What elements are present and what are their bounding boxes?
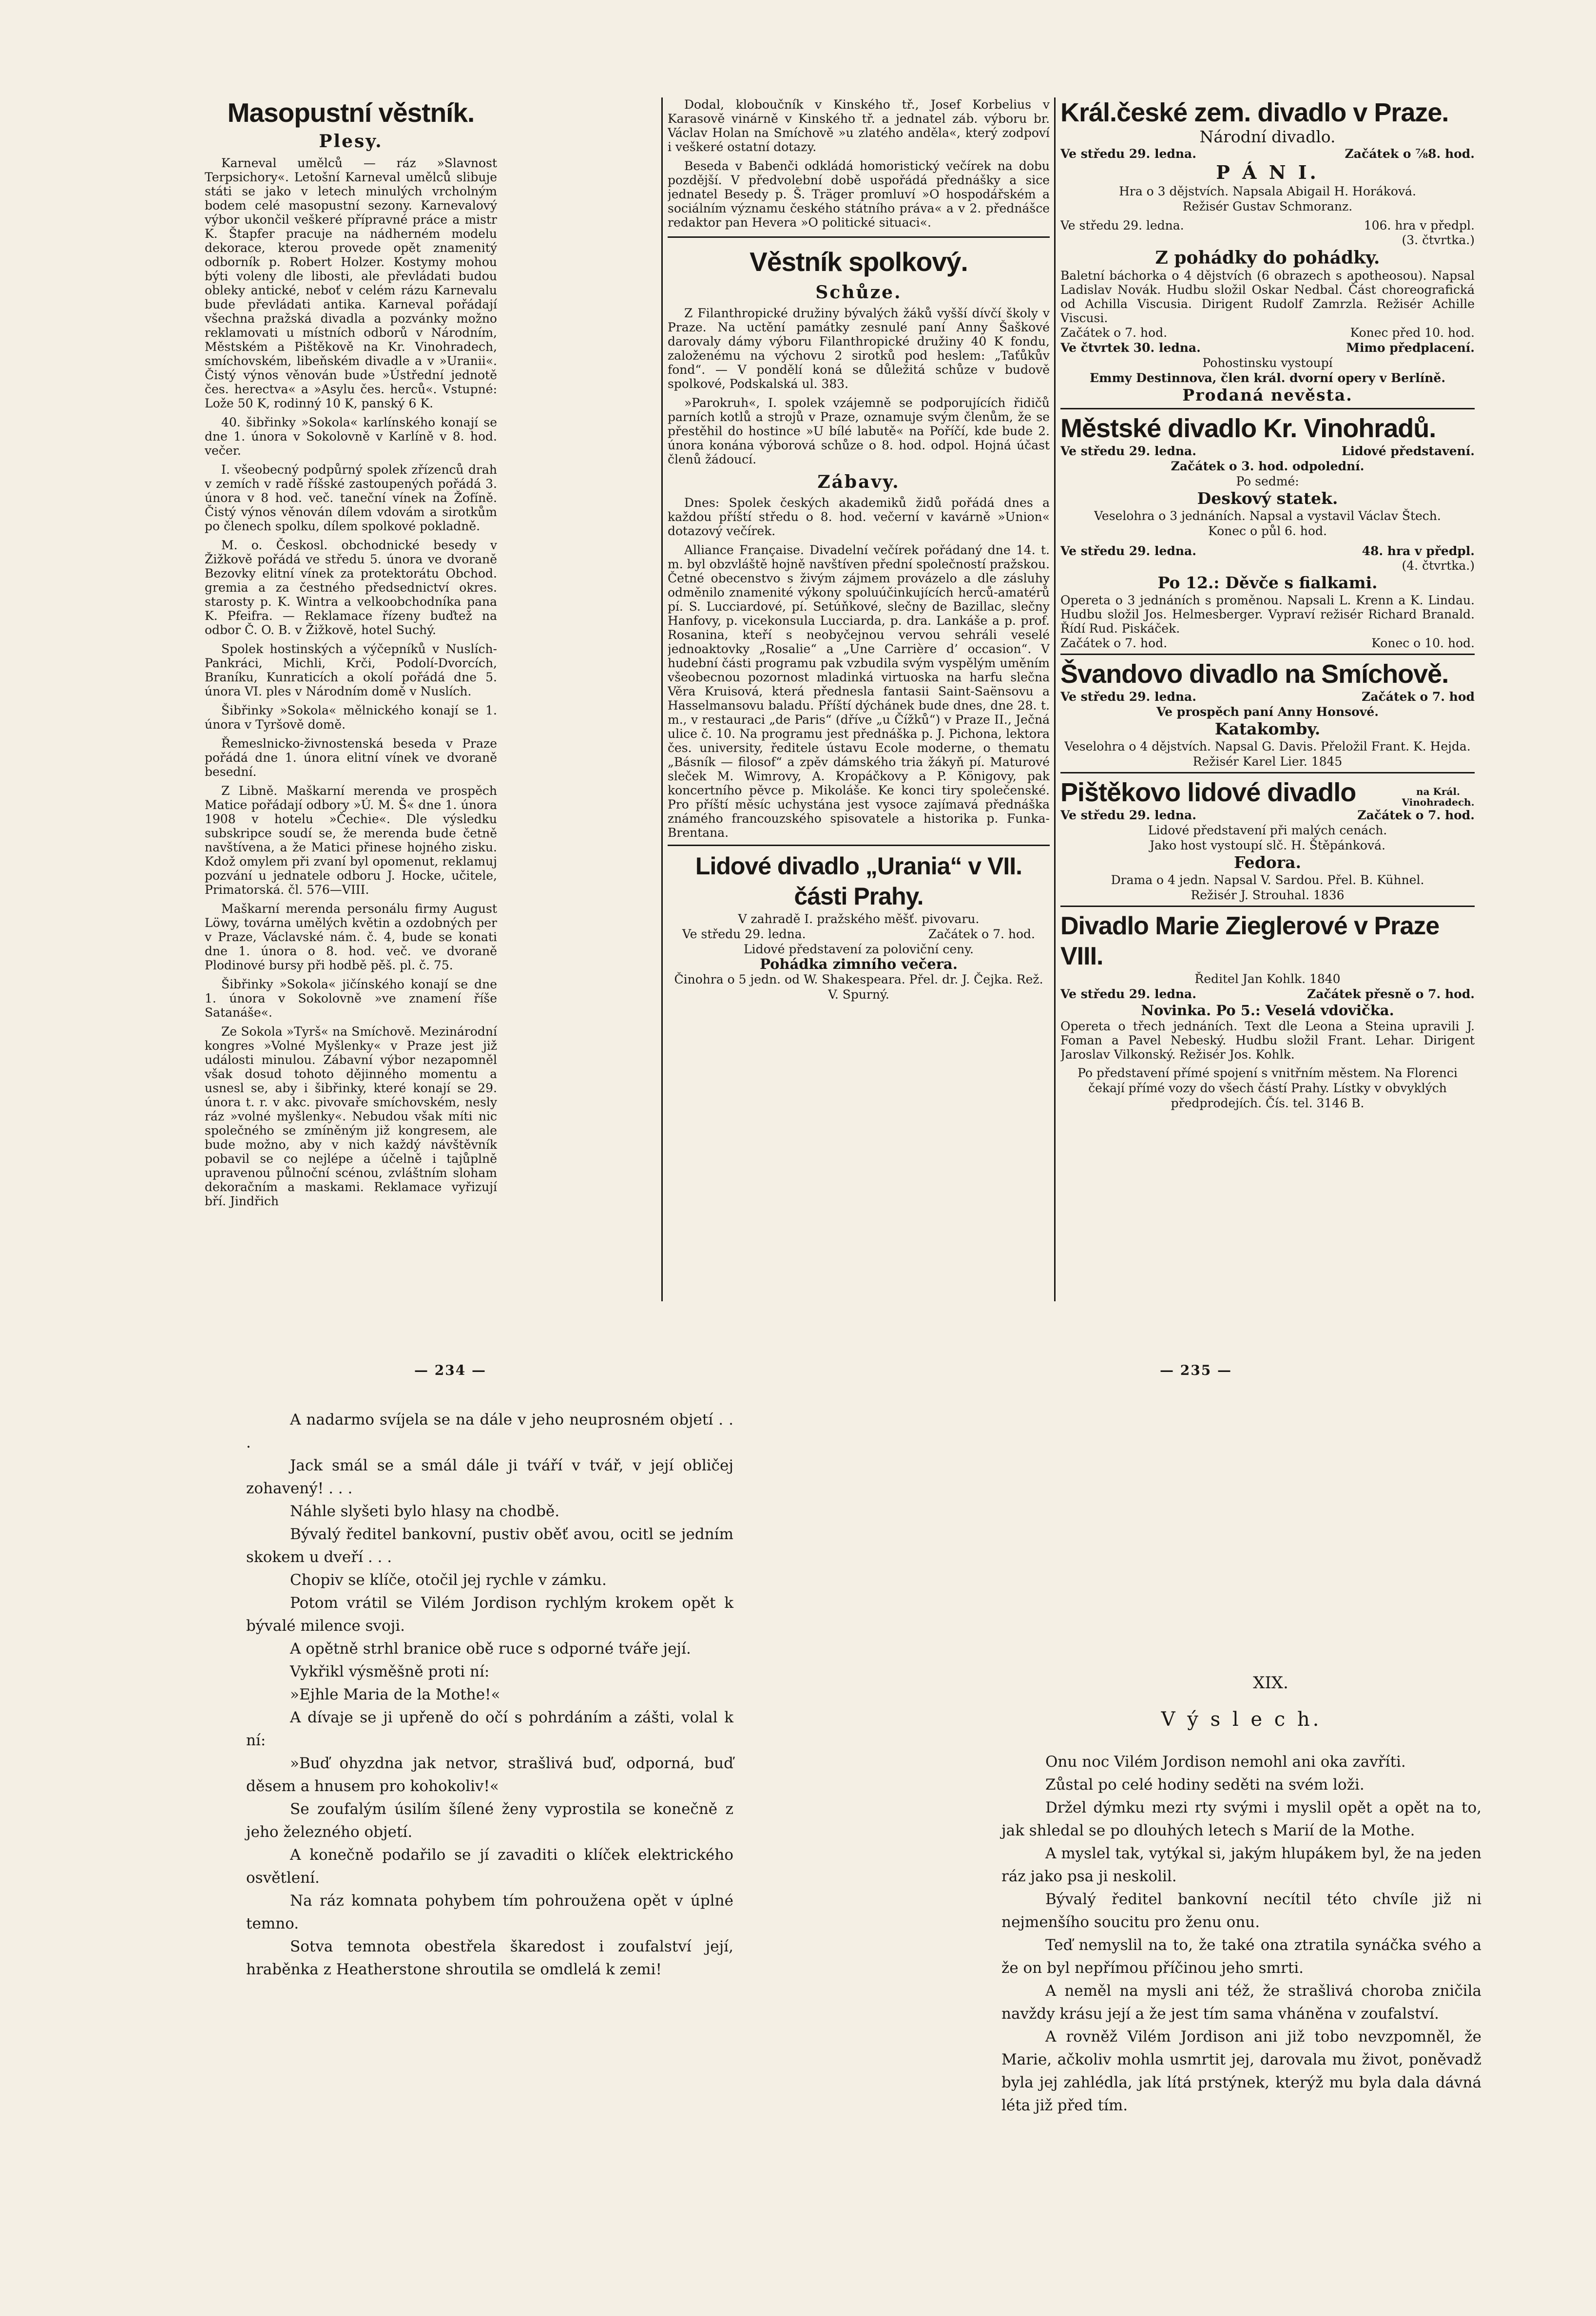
mestske-start: Začátek o 3. hod. odpolední.: [1171, 459, 1365, 473]
paragraph: Zůstal po celé hodiny seděti na svém loži.: [1045, 1776, 1365, 1794]
schuze-articles: [668, 306, 1050, 466]
mestske-start-2: Začátek o 7. hod.: [1060, 636, 1168, 650]
paragraph: Karneval umělců — ráz »Slavnost Terpsichory«. Letošní Karneval umělců slibuje státi se jako v letech minulých vrcholným bodem celé masopustní sezony. Karnevalový výbor ukončil veškeré přípravné práce a mistr K. Štapfer pracuje na nádherném modelu dekorace, kterou provede opět znamenitý odborník p. Robert Holzer. Kostymy mohou býti voleny dle libosti, ale převládati budou obleky antické, neboť v celém rázu Karnevalu bude převládati antika. Karneval pořádají všechna pražská divadla a pozvánky možno reklamovati u místních odborů v Národním, Městském a Pištěkově na Kr. Vinohradech, smíchovském, libeňském divadle a v »Uranii«. Čistý výnos věnován bude »Ústřední jednotě čes. herectva« a »Asylu čes. herců«. Vstupné: Lože 50 K, rodinný 10 K, panský 6 K.: [205, 156, 497, 410]
pistek-play: Fedora.: [1234, 853, 1301, 872]
narodni-guest-note: Pohostinsku vystoupí: [1202, 356, 1333, 370]
ziegler-ad: [1060, 911, 1475, 1111]
narodni-quarter: (3. čtvrtka.): [1402, 233, 1475, 247]
narodni-end-2: Konec před 10. hod.: [1350, 326, 1475, 340]
column-theatres: [1060, 97, 1475, 1301]
ziegler-director: Ředitel Jan Kohlk. 1840: [1194, 972, 1341, 986]
paragraph: Maškarní merenda personálu firmy August Löwy, továrna umělých květin a ozdobných per v Praze, Václavské nám. č. 4, bude se konati dne 1. února o 8. hod. več. ve dvoraně Plodinové bursy při hodbě pěš. pl. č. 75.: [205, 902, 497, 972]
narodni-date-3: Ve čtvrtek 30. ledna.: [1060, 341, 1201, 355]
section-rule: [1060, 906, 1475, 907]
novel-text-right: [1001, 1672, 1481, 2117]
masopust-title: Masopustní věstník.: [227, 97, 475, 128]
paragraph: Na ráz komnata pohybem tím pohroužena opět v úplné temno.: [246, 1892, 733, 1932]
narodni-subscription: 106. hra v předpl.: [1364, 218, 1475, 232]
narodni-date-2: Ve středu 29. ledna.: [1060, 218, 1184, 232]
mestske-note: Po sedmé:: [1236, 474, 1299, 488]
chapter-title: V ý s l e c h.: [1161, 1708, 1322, 1731]
narodni-ad: [1060, 97, 1475, 405]
paragraph: A dívaje se ji upřeně do očí s pohrdáním a zášti, volal k ní:: [246, 1709, 733, 1749]
column-divider: [661, 97, 663, 1301]
narodni-director: Režisér Gustav Schmoranz.: [1182, 199, 1353, 213]
paragraph: Držel dýmku mezi rty svými i myslil opět a opět na to, jak shledal se po dlouhých letech s Marií de la Mothe.: [1001, 1799, 1481, 1839]
pistek-location: na Král. Vinohradech.: [1402, 786, 1475, 808]
pistek-start: Začátek o 7. hod.: [1357, 808, 1475, 822]
paragraph: 40. šibřinky »Sokola« karlínského konají se dne 1. února v Sokolovně v Karlíně v 8. hod. večer.: [205, 415, 497, 458]
paragraph: »Parokruh«, I. spolek vzájemně se podporujících řidičů parních kotlů a strojů v Praze, oznamuje svým členům, že se přestěhil do hostince »U bílé labutě« na Poříčí, kde bude 2. února konána výborová schůze o 8. hod. odpol. Hojná účast členů žádoucí.: [668, 396, 1050, 466]
zabavy-subtitle: Zábavy.: [817, 472, 900, 492]
mestske-type: Lidové představení.: [1341, 444, 1475, 458]
paragraph: Vykřikl výsměšně proti ní:: [290, 1663, 490, 1680]
masopust-articles: [205, 156, 497, 1208]
paragraph: Dnes: Spolek českých akademiků židů pořádá dnes a každou příští středu o 8. hod. večerní v kavárně »Union« dotazový večírek.: [668, 496, 1050, 538]
paragraph: Dodal, kloboučník v Kinského tř., Josef Korbelius v Karasově vinárně v Kinského tř. a jednatel záb. výboru br. Václav Holan na Smíchově »u zlatého anděla«, který zodpoví i veškeré ostatní dotazy.: [668, 97, 1050, 154]
paragraph: Šibřinky »Sokola« jičínského konají se dne 1. února v Sokolovně »ve znamení říše Satanáše«.: [205, 977, 497, 1020]
ziegler-transport: Po představení přímé spojení s vnitřním městem. Na Florenci čekají přímé vozy do všech částí Prahy. Lístky v obvyklých předprodejích. Čís. tel. 3146 B.: [1077, 1066, 1458, 1110]
mestske-play-2: Po 12.: Děvče s fialkami.: [1157, 573, 1378, 592]
pistek-guest: Jako host vystoupí slč. H. Štěpánková.: [1150, 838, 1385, 852]
column-middle: [668, 97, 1050, 1301]
column-divider: [1054, 97, 1056, 1301]
paragraph: A nadarmo svíjela se na dále v jeho neuprosném objetí . . .: [246, 1411, 733, 1451]
section-rule: [1060, 654, 1475, 655]
chapter-paragraphs: [1001, 1751, 1481, 2117]
svandovo-play: Katakomby.: [1214, 719, 1321, 738]
paragraph: Sotva temnota obestřela škaredost i zoufalství její, hraběnka z Heatherstone shroutila se omdlelá k zemi!: [246, 1938, 733, 1978]
paragraph: Bývalý ředitel bankovní, pustiv oběť avou, ocitl se jedním skokem u dveří . . .: [246, 1525, 733, 1566]
paragraph: »Ejhle Maria de la Mothe!«: [290, 1686, 500, 1703]
section-rule: [668, 236, 1050, 238]
mestske-desc: Veselohra o 3 jednáních. Napsal a vystavil Václav Štech.: [1094, 509, 1441, 523]
column-masopust: [205, 97, 497, 1301]
paragraph: Chopiv se klíče, otočil jej rychle v zámku.: [290, 1571, 607, 1589]
mestske-subscription: 48. hra v předpl.: [1362, 544, 1475, 558]
svandovo-start: Začátek o 7. hod: [1362, 690, 1475, 704]
ziegler-desc: Opereta o třech jednáních. Text dle Leona a Steina upravili J. Foman a Pavel Nebeský. Hudbu složil Frant. Lehar. Dirigent Jaroslav Vilkonský. Režisér Jos. Kohlk.: [1060, 1019, 1475, 1062]
narodni-desc: Hra o 3 dějstvích. Napsala Abigail H. Horáková.: [1119, 184, 1416, 198]
mestske-date-2: Ve středu 29. ledna.: [1060, 544, 1196, 558]
narodni-guest: Emmy Destinnova, člen král. dvorní opery v Berlíně.: [1089, 371, 1446, 385]
paragraph: »Buď ohyzdna jak netvor, strašlivá buď, odporná, buď děsem a hnusem pro kohokoliv!«: [246, 1755, 733, 1795]
pistek-ad: [1060, 777, 1475, 903]
urania-start: Začátek o 7. hod.: [928, 927, 1035, 941]
paragraph: A myslel tak, vytýkal si, jakým hlupákem byl, že na jeden ráz jako psa ji neskolil.: [1001, 1845, 1481, 1885]
urania-date: Ve středu 29. ledna.: [682, 927, 806, 941]
chapter-number: XIX.: [1253, 1673, 1288, 1693]
paragraph: Potom vrátil se Vilém Jordison rychlým krokem opět k bývalé milence svoji.: [246, 1594, 733, 1635]
urania-ad: [668, 851, 1050, 1002]
paragraph: Jack smál se a smál dále ji tváří v tvář, v její obličej zohavený! . . .: [246, 1457, 733, 1497]
mestske-desc-2: Opereta o 3 jednáních s proměnou. Napsali L. Krenn a K. Lindau. Hudbu složil Jos. Helmesberger. Vypraví režisér Richard Branald. Řídí Rud. Piskáček.: [1060, 593, 1475, 636]
paragraph: A opětně strhl branice obě ruce s odporné tváře její.: [290, 1640, 691, 1658]
mestske-date: Ve středu 29. ledna.: [1060, 444, 1196, 458]
mestske-title: Městské divadlo Kr. Vinohradů.: [1060, 414, 1436, 443]
paragraph: I. všeobecný podpůrný spolek zřízenců drah v zemích v radě říšské zastoupených pořádá 3. února v 8 hod. več. taneční vínek na Žofíně. Čistý výnos věnován dílem vdovám a sirotkům po členech spolku, dílem spolkové pokladně.: [205, 463, 497, 533]
narodni-start-2: Začátek o 7. hod.: [1060, 326, 1168, 340]
svandovo-title: Švandovo divadlo na Smíchově.: [1060, 659, 1449, 689]
plesy-subtitle: Plesy.: [319, 131, 383, 152]
paragraph: Náhle slyšeti bylo hlasy na chodbě.: [290, 1503, 560, 1520]
svandovo-date: Ve středu 29. ledna.: [1060, 690, 1196, 704]
mestske-ad: [1060, 413, 1475, 651]
novel-text-left: [246, 1409, 733, 1981]
narodni-play-3: Prodaná nevěsta.: [1182, 386, 1353, 405]
paragraph: Onu noc Vilém Jordison nemohl ani oka zavříti.: [1045, 1753, 1406, 1771]
urania-title: Lidové divadlo „Urania“ v VII. části Prahy.: [695, 852, 1022, 910]
narodni-play: P Á N I.: [1216, 161, 1319, 183]
narodni-date: Ve středu 29. ledna.: [1060, 147, 1196, 161]
schuze-subtitle: Schůze.: [815, 282, 902, 303]
zabavy-articles: [668, 496, 1050, 840]
urania-play: Pohádka zimního večera.: [760, 956, 958, 972]
paragraph: Z Filanthropické družiny bývalých žáků vyšší dívčí školy v Praze. Na uctění památky zesnulé paní Anny Šaškové darovaly dámy výboru Filanthropické družiny 40 K fondu, založenému na výchovu 2 sirotků pod heslem: „Taťůkův fond“. — V pondělí koná se důležitá schůze v budově spolkové, Podskalská ul. 383.: [668, 306, 1050, 391]
ziegler-start: Začátek přesně o 7. hod.: [1307, 987, 1475, 1001]
svandovo-desc: Veselohra o 4 dějstvích. Napsal G. Davis. Přeložil Frant. K. Hejda. Režisér Karel Lier. 1845: [1064, 739, 1471, 769]
narodni-start: Začátek o ⅞8. hod.: [1345, 147, 1475, 161]
narodni-play-2: Z pohádky do pohádky.: [1155, 248, 1380, 268]
mestske-end: Konec o půl 6. hod.: [1208, 524, 1327, 538]
paragraph: A neměl na mysli ani též, že strašlivá choroba zničila navždy krásu její a že jest tím sama vháněna v zoufalství.: [1001, 1982, 1481, 2023]
vestnik-title: Věstník spolkový.: [750, 247, 968, 277]
urania-venue: V zahradě I. pražského měšť. pivovaru.: [738, 912, 980, 926]
ziegler-play: Novinka. Po 5.: Veselá vdovička.: [1141, 1002, 1394, 1019]
narodni-subtitle: Národní divadlo.: [1199, 127, 1336, 146]
pistek-director: Režisér J. Strouhal. 1836: [1191, 888, 1345, 902]
mestske-end-2: Konec o 10. hod.: [1371, 636, 1475, 650]
page-number-right: — 235 —: [1160, 1362, 1232, 1378]
pistek-desc: Drama o 4 jedn. Napsal V. Sardou. Přel. B. Kühnel.: [1111, 873, 1424, 887]
section-rule: [1060, 408, 1475, 409]
svandovo-ad: [1060, 659, 1475, 769]
continued-articles: [668, 97, 1050, 230]
paragraph: Šibřinky »Sokola« mělnického konají se 1. února v Tyršově domě.: [205, 703, 497, 732]
paragraph: Beseda v Babenči odkládá homoristický večírek na dobu pozdější. V předvolební době uspořádá přednášky a sice jednatel Besedy p. Š. Träger promluví »O hospodářském a sociálním významu českého státního práva« a v 2. přednášce redaktor pan Hevera »O politické situaci«.: [668, 159, 1050, 230]
paragraph: M. o. Českosl. obchodnické besedy v Žižkově pořádá ve středu 5. února ve dvoraně Bezovky elitní vínek za protektorátu Obchod. gremia a za čestného předsednictví okres. starosty p. K. Wintra a velkoobchodníka pana K. Pfeifra. — Reklamace řízeny buďtež na odbor Č. O. B. v Žižkově, hotel Suchý.: [205, 538, 497, 637]
pistek-title: Pištěkovo lidové divadlo: [1060, 778, 1356, 807]
paragraph: Teď nemyslil na to, že také ona ztratila synáčka svého a že on byl nepřímou příčinou jeho smrti.: [1001, 1936, 1481, 1977]
pistek-note: Lidové představení při malých cenách.: [1148, 823, 1387, 837]
mestske-play: Deskový statek.: [1197, 489, 1338, 508]
paragraph: Z Libně. Maškarní merenda ve prospěch Matice pořádají odbory »Ú. M. Š« dne 1. února 1908 v hotelu »Čechie«. Dle výsledku subskripce soudí se, že merenda bude četně navštívena, a že Matici přinese hojného zisku. Kdož omylem při zvaní byl opomenut, reklamuj pozvání u jednatele odboru J. Hocke, učitele, Primatorská. čl. 576—VIII.: [205, 784, 497, 897]
paragraph: A konečně podařilo se jí zavaditi o klíček elektrického osvětlení.: [246, 1846, 733, 1887]
section-rule: [1060, 772, 1475, 773]
section-rule: [668, 845, 1050, 846]
paragraph: A rovněž Vilém Jordison ani již tobo nevzpomněl, že Marie, ačkoliv mohla usmrtit jej, darovala mu život, poněvadž byla jej zahlédla, jak lítá prstýnek, kterýž mu byla dala dávná léta již před tím.: [1001, 2028, 1481, 2114]
ziegler-title: Divadlo Marie Zieglerové v Praze VIII.: [1060, 912, 1440, 970]
paragraph: Ze Sokola »Tyrš« na Smíchově. Mezinárodní kongres »Volné Myšlenky« v Praze jest již události minulou. Zábavní výbor nezapomněl však dosud tohoto dějinného momentu a usnesl se, aby i šibřinky, které konají se 29. února t. r. v akc. pivovaře smíchovském, nesly ráz »volné myšlenky«. Nebudou však míti nic společného se zmíněným již kongresem, ale bude možno, aby v nich každý návštěvník pobavil se co nejlépe a účelně i tajůplně upravenou půlnoční scénou, zvláštním sloham dekoračním a maskami. Reklamace vyřizují bří. Jindřich: [205, 1024, 497, 1208]
svandovo-benefit: Ve prospěch paní Anny Honsové.: [1156, 705, 1379, 719]
narodni-title: Král.české zem. divadlo v Praze.: [1060, 98, 1449, 127]
narodni-desc-2: Baletní báchorka o 4 dějstvích (6 obrazech s apotheosou). Napsal Ladislav Novák. Hudbu složil Oskar Nedbal. Část choreografická od Achilla Viscusia. Dirigent Rudolf Zamrzla. Režisér Achille Viscusi.: [1060, 269, 1475, 325]
narodni-extra: Mimo předplacení.: [1346, 341, 1475, 355]
paragraph: Alliance Française. Divadelní večírek pořádaný dne 14. t. m. byl obzvláště hojně navštíven přední společností pražskou. Četné obecenstvo s živým zájmem provázelo a dle zásluhy odměnilo znamenité výkony spoluúčinkujících herců-amatérů pí. S. Lucciardové, pí. Setúňkové, slečny de Bazillac, slečny Hanfovy, p. vicekonsula Lucciarda, p. dra. Lankáše a p. prof. Rosanina, kteří s neobyčejnou vervou sehráli veselé jednoaktovky „Rosalie“ a „Une Carrière d’ occasion“. V hudební části programu pak vzbudila svým vyspělým uměním všeobecnou pozornost mladinká virtuoska na harfu slečna Věra Kruisová, která přednesla fantasii Saint-Saënsovu a Hasselmansovu baladu. Příští dýchánek bude dnes, dne 28. t. m., v restauraci „de Paris“ (dříve „u Čížků“) v Praze II., Ječná ulice č. 10. Na programu jest přednáška p. J. Pichona, lektora čes. university, ředitele ústavu Ecole moderne, o thematu „Básník — filosof“ a zpěv dámského tria žákyň pí. Maturové sleček M. Wimrovy, A. Kropáčkovy a P. Königovy, pak koncertního pěvce p. Mikoláše. Ke konci tiry společenské. Pro příští měsíc uchystána jest vysoce zajímavá přednáška známého francouzského spisovatele a historika p. Funka-Brentana.: [668, 543, 1050, 840]
mestske-quarter: (4. čtvrtka.): [1402, 559, 1475, 573]
ziegler-date: Ve středu 29. ledna.: [1060, 987, 1196, 1001]
paragraph: Spolek hostinských a výčepníků v Nuslích-Pankráci, Michli, Krči, Podolí-Dvorcích, Braníku, Kunraticích a okolí pořádá dne 5. února VI. ples v Národním domě v Nuslích.: [205, 642, 497, 698]
pistek-date: Ve středu 29. ledna.: [1060, 808, 1196, 822]
paragraph: Se zoufalým úsilím šílené ženy vyprostila se konečně z jeho železného objetí.: [246, 1800, 733, 1841]
paragraph: Bývalý ředitel bankovní necítil této chvíle již ni nejmenšího soucitu pro ženu onu.: [1001, 1891, 1481, 1931]
urania-credits: Činohra o 5 jedn. od W. Shakespeara. Přel. dr. J. Čejka. Rež. V. Spurný.: [674, 972, 1043, 1002]
urania-note: Lidové představení za poloviční ceny.: [744, 942, 974, 956]
page-number-left: — 234 —: [414, 1362, 486, 1378]
paragraph: Řemeslnicko-živnostenská beseda v Praze pořádá dne 1. února elitní vínek ve dvoraně besední.: [205, 736, 497, 779]
